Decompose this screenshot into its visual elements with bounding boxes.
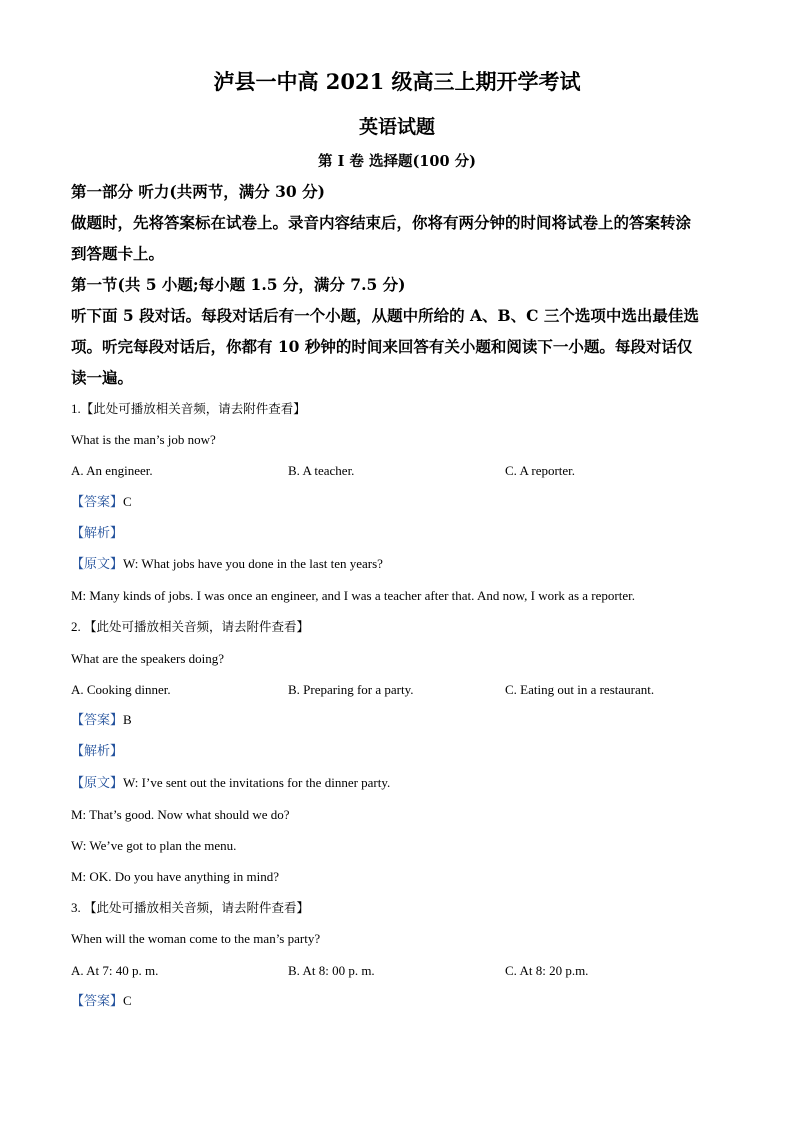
question-1-text: What is the man’s job now? bbox=[71, 432, 216, 447]
transcript-line: W: What jobs have you done in the last ten years? bbox=[123, 556, 383, 571]
audio-note: 【此处可播放相关音频，请去附件查看】 bbox=[84, 900, 310, 915]
question-1-transcript-1 bbox=[71, 554, 731, 575]
part1-heading: 第一部分 听力(共两节，满分 30 分) bbox=[71, 182, 325, 201]
answer-value: C bbox=[123, 993, 132, 1008]
audio-note: 【此处可播放相关音频，请去附件查看】 bbox=[84, 619, 310, 634]
section1-instruction-3: 读一遍。 bbox=[71, 368, 134, 387]
part1-instruction-1: 做题时，先将答案标在试卷上。录音内容结束后，你将有两分钟的时间将试卷上的答案转涂 bbox=[71, 213, 692, 232]
transcript-label: 【原文】 bbox=[71, 776, 124, 791]
answer-label: 【答案】 bbox=[71, 994, 124, 1009]
exam-title: 泸县一中高 2021 级高三上期开学考试 bbox=[213, 69, 581, 94]
question-3-option-c: C. At 8: 20 p.m. bbox=[505, 963, 589, 978]
question-1-option-c: C. A reporter. bbox=[505, 463, 576, 478]
question-2-option-c: C. Eating out in a restaurant. bbox=[505, 682, 655, 697]
question-2-analysis bbox=[71, 741, 731, 762]
analysis-label: 【解析】 bbox=[71, 526, 124, 541]
audio-note: 【此处可播放相关音频，请去附件查看】 bbox=[80, 401, 306, 416]
question-2-transcript-2: M: That’s good. Now what should we do? bbox=[71, 807, 290, 822]
answer-value: B bbox=[123, 712, 132, 727]
question-2-transcript-4: M: OK. Do you have anything in mind? bbox=[71, 869, 279, 884]
question-1-transcript-2: M: Many kinds of jobs. I was once an engineer, and I was a teacher after that. And now, I work as a reporter. bbox=[71, 588, 635, 603]
question-1-audio-note bbox=[71, 399, 731, 419]
question-2-transcript-1 bbox=[71, 773, 731, 794]
analysis-label: 【解析】 bbox=[71, 744, 124, 759]
question-3-answer bbox=[71, 991, 731, 1012]
transcript-label: 【原文】 bbox=[71, 557, 124, 572]
section1-instruction-1: 听下面 5 段对话。每段对话后有一个小题，从题中所给的 A、B、C 三个选项中选出最佳选 bbox=[71, 306, 699, 325]
question-3-text: When will the woman come to the man’s party? bbox=[71, 931, 321, 946]
question-2-audio-note bbox=[71, 617, 731, 637]
transcript-line: W: I’ve sent out the invitations for the dinner party. bbox=[123, 775, 391, 790]
part1-instruction-2: 到答题卡上。 bbox=[71, 244, 165, 263]
question-1-answer bbox=[71, 492, 731, 513]
answer-label: 【答案】 bbox=[71, 495, 124, 510]
question-3-audio-note bbox=[71, 898, 731, 918]
answer-label: 【答案】 bbox=[71, 713, 124, 728]
section1-heading: 第一节(共 5 小题;每小题 1.5 分，满分 7.5 分) bbox=[71, 275, 406, 294]
answer-value: C bbox=[123, 494, 132, 509]
question-2-transcript-3: W: We’ve got to plan the menu. bbox=[71, 838, 237, 853]
subject-title: 英语试题 bbox=[358, 116, 435, 138]
question-1-option-a: A. An engineer. bbox=[71, 463, 153, 478]
question-3-option-a: A. At 7: 40 p. m. bbox=[71, 963, 159, 978]
question-2-option-a: A. Cooking dinner. bbox=[71, 682, 171, 697]
question-3-option-b: B. At 8: 00 p. m. bbox=[288, 963, 375, 978]
question-1-analysis bbox=[71, 523, 731, 544]
question-number: 3. bbox=[71, 900, 81, 915]
question-number: 2. bbox=[71, 619, 81, 634]
question-number: 1. bbox=[71, 401, 81, 416]
question-1-option-b: B. A teacher. bbox=[288, 463, 355, 478]
section1-instruction-2: 项。听完每段对话后，你都有 10 秒钟的时间来回答有关小题和阅读下一小题。每段对话仅 bbox=[71, 337, 693, 356]
volume-title: 第 I 卷 选择题(100 分) bbox=[318, 153, 476, 170]
question-2-option-b: B. Preparing for a party. bbox=[288, 682, 414, 697]
question-2-answer bbox=[71, 710, 731, 731]
question-2-text: What are the speakers doing? bbox=[71, 651, 225, 666]
